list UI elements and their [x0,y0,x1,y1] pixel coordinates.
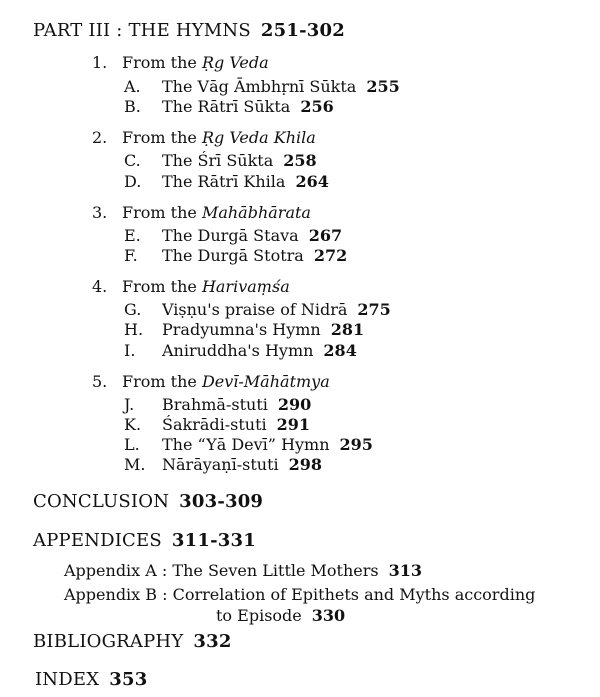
entry-letter: C. [124,151,141,170]
entry-title: Nārāyaṇī-stuti [162,455,279,474]
toc-entry [124,228,342,244]
entry-title: The Durgā Stotra [162,246,304,265]
toc-entry [124,302,391,318]
entry-page: 298 [288,455,323,474]
entry-letter: J. [124,395,135,414]
group-source: Ṛg Veda Khila [201,128,316,147]
group-prefix: From the [122,203,202,222]
entry-letter: K. [124,415,142,434]
entry-page: 264 [295,172,329,191]
appendix-b-continuation [216,608,345,624]
conclusion-heading [33,493,263,511]
toc-entry [124,79,400,95]
entry-title: The Durgā Stava [162,226,299,245]
toc-entry [124,248,347,264]
group-prefix: From the [122,53,202,72]
appendix-b-page: 330 [311,606,346,625]
part-heading [33,22,345,40]
group-heading-1 [92,55,269,71]
entry-letter: A. [124,77,141,96]
entry-page: 256 [300,97,334,116]
bibliography-heading [33,633,232,651]
entry-title: The Rātrī Sūkta [162,97,291,116]
toc-entry [124,174,329,190]
group-number: 3. [92,203,108,222]
group-source: Devī-Māhātmya [201,372,330,391]
group-source: Harivaṃśa [201,277,290,296]
entry-page: 275 [357,300,391,319]
toc-entry [124,437,373,453]
group-heading-4 [92,279,290,295]
entry-title: Brahmā-stuti [162,395,268,414]
appendix-a-entry [64,563,422,579]
entry-page: 284 [323,341,357,360]
group-source: Ṛg Veda [201,53,269,72]
bibliography-page: 332 [193,631,232,652]
entry-letter: F. [124,246,138,265]
index-title: INDEX [35,669,100,690]
toc-entry [124,153,317,169]
group-number: 4. [92,277,108,296]
entry-page: 272 [313,246,348,265]
entry-letter: M. [124,455,146,474]
entry-title: Viṣṇu's praise of Nidrā [162,300,348,319]
entry-letter: E. [124,226,141,245]
part-pages: 251-302 [260,20,345,41]
toc-entry [124,99,334,115]
entry-letter: G. [124,300,142,319]
entry-page: 267 [308,226,343,245]
index-page: 353 [109,669,148,690]
entry-letter: D. [124,172,142,191]
entry-letter: B. [124,97,141,116]
entry-page: 295 [339,435,373,454]
appendix-b-entry [64,587,535,603]
appendix-a-page: 313 [388,561,423,580]
bibliography-title: BIBLIOGRAPHY [33,631,184,652]
group-heading-5 [92,374,330,390]
entry-letter: L. [124,435,140,454]
appendix-a-title: The Seven Little Mothers [172,561,379,580]
group-number: 2. [92,128,108,147]
group-source: Mahābhārata [201,203,311,222]
entry-page: 281 [330,320,365,339]
entry-page: 290 [277,395,312,414]
entry-title: The Rātrī Khila [162,172,286,191]
index-heading [35,671,147,689]
entry-letter: I. [124,341,136,360]
group-heading-2 [92,130,316,146]
entry-page: 258 [283,151,317,170]
entry-title: Pradyumna's Hymn [162,320,321,339]
appendices-title: APPENDICES [33,530,162,551]
group-prefix: From the [122,372,202,391]
toc-entry [124,397,311,413]
entry-page: 291 [276,415,311,434]
conclusion-title: CONCLUSION [33,491,170,512]
toc-entry [124,417,310,433]
entry-title: The Śrī Sūkta [162,151,274,170]
entry-title: Aniruddha's Hymn [162,341,314,360]
toc-entry [124,457,322,473]
appendix-b-title-cont: to Episode [216,606,302,625]
entry-title: The “Yā Devī” Hymn [162,435,330,454]
entry-page: 255 [366,77,400,96]
group-heading-3 [92,205,311,221]
part-title: PART III : THE HYMNS [33,20,251,41]
toc-entry [124,322,364,338]
entry-title: Śakrādi-stuti [162,415,267,434]
appendix-b-title: Correlation of Epithets and Myths according [172,585,536,604]
toc-entry [124,343,357,359]
group-prefix: From the [122,277,202,296]
appendix-a-label: Appendix A : [64,561,168,580]
group-number: 5. [92,372,108,391]
appendices-pages: 311-331 [171,530,256,551]
group-prefix: From the [122,128,202,147]
entry-title: The Vāg Āmbhṛnī Sūkta [162,77,357,96]
appendix-b-label: Appendix B : [64,585,168,604]
appendices-heading [33,532,256,550]
group-number: 1. [92,53,108,72]
conclusion-pages: 303-309 [179,491,264,512]
entry-letter: H. [124,320,144,339]
